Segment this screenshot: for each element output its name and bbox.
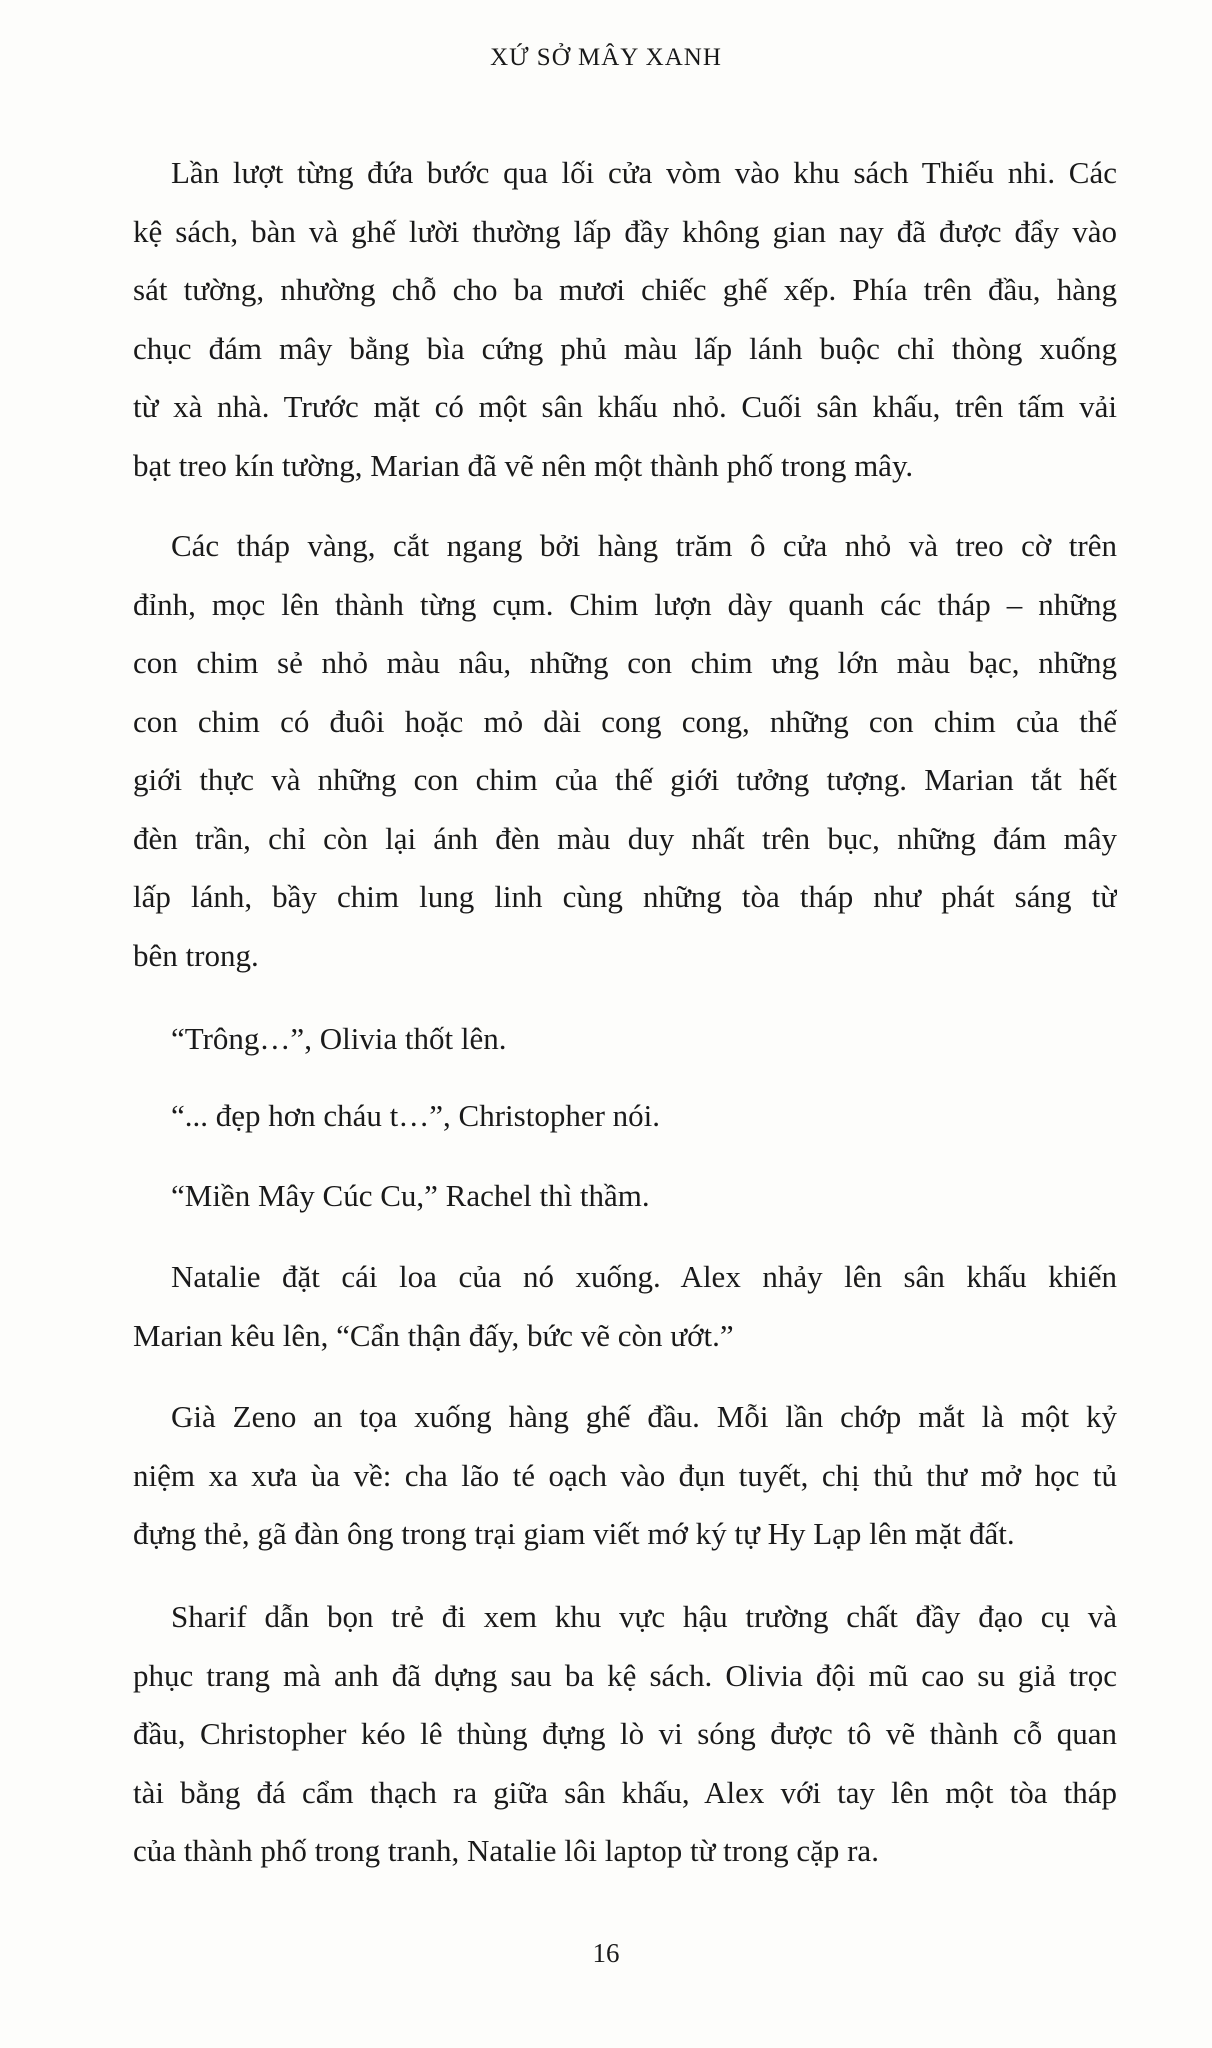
text-line: đỉnh, mọc lên thành từng cụm. Chim lượn dày quanh các tháp – những [133, 586, 1117, 622]
text-line: sát tường, nhường chỗ cho ba mươi chiếc ghế xếp. Phía trên đầu, hàng [133, 272, 1117, 307]
text-line: “Trông…”, Olivia thốt lên. [171, 1021, 507, 1056]
text-line: từ xà nhà. Trước mặt có một sân khấu nhỏ. Cuối sân khấu, trên tấm vải [133, 389, 1117, 424]
text-line: “Miền Mây Cúc Cu,” Rachel thì thầm. [171, 1178, 650, 1213]
paragraph [133, 144, 1117, 495]
text-line: giới thực và những con chim của thế giới tưởng tượng. Marian tắt hết [133, 762, 1117, 797]
text-line: lấp lánh, bầy chim lung linh cùng những tòa tháp như phát sáng từ [133, 879, 1117, 914]
text-line: Già Zeno an tọa xuống hàng ghế đầu. Mỗi lần chớp mắt là một kỷ [171, 1399, 1117, 1434]
paragraph [133, 1087, 1117, 1146]
paragraph [133, 1388, 1117, 1564]
paragraph [133, 517, 1117, 985]
text-line: đầu, Christopher kéo lê thùng đựng lò vi sóng được tô vẽ thành cỗ quan [133, 1716, 1117, 1751]
text-line: con chim có đuôi hoặc mỏ dài cong cong, những con chim của thế [133, 703, 1117, 739]
text-line: bạt treo kín tường, Marian đã vẽ nên một thành phố trong mây. [133, 447, 914, 483]
text-line: phục trang mà anh đã dựng sau ba kệ sách. Olivia đội mũ cao su giả trọc [133, 1657, 1117, 1693]
text-line: con chim sẻ nhỏ màu nâu, những con chim ưng lớn màu bạc, những [133, 645, 1117, 680]
text-line: bên trong. [133, 937, 259, 973]
text-line: đựng thẻ, gã đàn ông trong trại giam viết mớ ký tự Hy Lạp lên mặt đất. [133, 1516, 1015, 1551]
text-line: Marian kêu lên, “Cẩn thận đấy, bức vẽ còn ướt.” [133, 1317, 734, 1353]
text-line: Natalie đặt cái loa của nó xuống. Alex nhảy lên sân khấu khiến [171, 1259, 1117, 1294]
page-number: 16 [592, 1938, 620, 1968]
paragraph [133, 1010, 1117, 1069]
text-line: “... đẹp hơn cháu t…”, Christopher nói. [171, 1098, 661, 1133]
text-line: chục đám mây bằng bìa cứng phủ màu lấp lánh buộc chỉ thòng xuống [133, 330, 1117, 366]
text-line: Các tháp vàng, cắt ngang bởi hàng trăm ô cửa nhỏ và treo cờ trên [171, 528, 1117, 563]
text-line: tài bằng đá cẩm thạch ra giữa sân khấu, Alex với tay lên một tòa tháp [133, 1774, 1117, 1810]
text-line: niệm xa xưa ùa về: cha lão té oạch vào đụn tuyết, chị thủ thư mở học tủ [133, 1457, 1117, 1493]
text-line: của thành phố trong tranh, Natalie lôi laptop từ trong cặp ra. [133, 1833, 879, 1868]
text-line: Lần lượt từng đứa bước qua lối cửa vòm vào khu sách Thiếu nhi. Các [171, 155, 1117, 190]
paragraph [133, 1588, 1117, 1881]
text-line: kệ sách, bàn và ghế lười thường lấp đầy không gian nay đã được đẩy vào [133, 213, 1117, 249]
paragraph [133, 1248, 1117, 1365]
text-line: Sharif dẫn bọn trẻ đi xem khu vực hậu trường chất đầy đạo cụ và [171, 1599, 1117, 1634]
text-line: đèn trần, chỉ còn lại ánh đèn màu duy nhất trên bục, những đám mây [133, 820, 1117, 856]
running-header: XỨ SỞ MÂY XANH [490, 44, 722, 71]
paragraph [133, 1167, 1117, 1226]
